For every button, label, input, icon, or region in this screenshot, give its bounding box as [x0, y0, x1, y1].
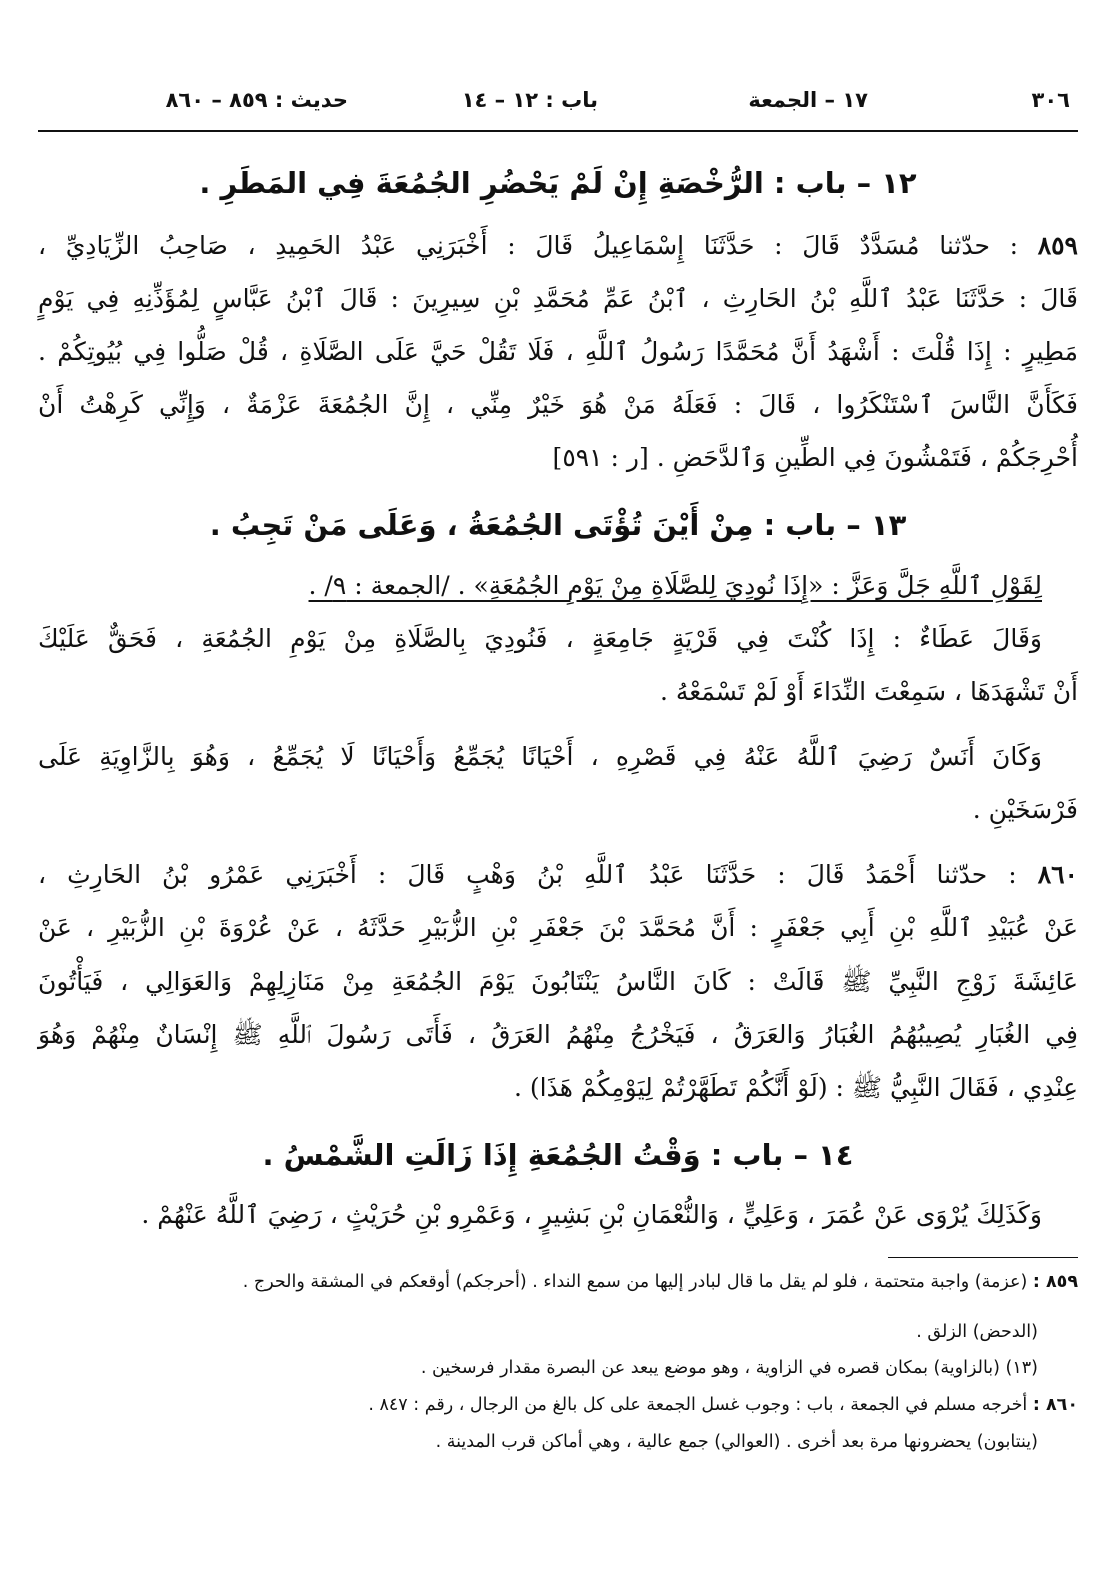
hadith-859-number: ٨٥٩ — [1037, 231, 1078, 260]
bab-13-title: ١٣ – باب : مِنْ أَيْنَ تُؤْتَى الجُمُعَةُ ، وَعَلَى مَنْ تَجِبُ . — [209, 508, 907, 542]
footnote-bab-13: (١٣) (بالزاوية) بمكان قصره في الزاوية ، وهو موضع يبعد عن البصرة مقدار فرسخين . — [420, 1358, 1038, 1378]
hadith-859-line-5: أُحْرِجَكُمْ ، فَتَمْشُونَ فِي الطِّينِ وَٱلدَّحَضِ . [ر : ٥٩١] — [552, 443, 1078, 472]
hadith-859-line-1 — [38, 231, 1078, 260]
bab-13-anas-line-2: فَرْسَخَيْنِ . — [972, 795, 1078, 824]
bab-14-text: وَكَذَلِكَ يُرْوَى عَنْ عُمَرَ ، وَعَلِيٍّ ، وَالنُّعْمَانِ بْنِ بَشِيرٍ ، وَعَمْرِو بْنِ حُرَيْثٍ ، رَضِيَ ٱللَّهُ عَنْهُمْ . — [141, 1200, 1042, 1229]
quran-citation: لِقَوْلِ ٱللَّهِ جَلَّ وَعَزَّ : «إِذَا نُودِيَ لِلصَّلَاةِ مِنْ يَوْمِ الجُمُعَةِ» . /الجمعة : ٩/ . — [308, 571, 1042, 600]
footnote-859-tag: ٨٥٩ : — [1032, 1272, 1078, 1292]
book-page — [38, 0, 1078, 1591]
footnote-860-line-2: (ينتابون) يحضرونها مرة بعد أخرى . (العوالي) جمع عالية ، وهي أماكن قرب المدينة . — [435, 1432, 1038, 1452]
hadith-859-line-3: مَطِيرٍ : إِذَا قُلْتَ : أَشْهَدُ أَنَّ مُحَمَّدًا رَسُولُ ٱللَّهِ ، فَلَا تَقُلْ حَيَّ عَلَى الصَّلَاةِ ، قُلْ صَلُّوا فِي بُيُوتِكُمْ . — [38, 337, 1078, 366]
hadith-859-line-2: قَالَ : حَدَّثَنَا عَبْدُ ٱللَّهِ بْنُ الحَارِثِ ، ٱبْنُ عَمِّ مُحَمَّدِ بْنِ سِيرِينَ : قَالَ ٱبْنُ عَبَّاسٍ لِمُؤَذِّنِهِ فِي يَوْمٍ — [38, 284, 1078, 313]
hadith-860-text: : حدّثنا أَحْمَدُ قَالَ : حَدَّثَنَا عَبْدُ ٱللَّهِ بْنُ وَهْبٍ قَالَ : أَخْبَرَنِي عَمْرُو بْنُ الحَارِثِ ، — [38, 860, 1017, 889]
footnote-divider — [888, 1257, 1078, 1258]
hadith-860-line-2: عَنْ عُبَيْدِ ٱللَّهِ بْنِ أَبِي جَعْفَرٍ : أَنَّ مُحَمَّدَ بْنَ جَعْفَرِ بْنِ الزُّبَيْرِ حَدَّثَهُ ، عَنْ عُرْوَةَ بْنِ الزُّبَيْرِ ، عَنْ — [38, 913, 1078, 942]
book-title: ١٧ – الجمعة — [748, 88, 868, 112]
running-header — [38, 82, 1078, 122]
footnote-859-line-2: (الدحض) الزلق . — [916, 1322, 1038, 1342]
hadith-860-line-3: عَائِشَةَ زَوْجِ النَّبِيِّ ﷺ قَالَتْ : كَانَ النَّاسُ يَنْتَابُونَ يَوْمَ الجُمُعَةِ مِنْ مَنَازِلِهِمْ وَالعَوَالِي ، فَيَأْتُونَ — [38, 967, 1078, 996]
footnote-860-text: أخرجه مسلم في الجمعة ، باب : وجوب غسل الجمعة على كل بالغ من الرجال ، رقم : ٨٤٧ . — [368, 1395, 1028, 1415]
bab-13-ata-line-1: وَقَالَ عَطَاءٌ : إِذَا كُنْتَ فِي قَرْيَةٍ جَامِعَةٍ ، فَنُودِيَ بِالصَّلَاةِ مِنْ يَوْمِ الجُمُعَةِ ، فَحَقٌّ عَلَيْكَ — [38, 624, 1042, 653]
header-divider — [38, 130, 1078, 132]
footnote-859-line-1 — [38, 1272, 1078, 1292]
bab-13-anas-line-1: وَكَانَ أَنَسٌ رَضِيَ ٱللَّهُ عَنْهُ فِي قَصْرِهِ ، أَحْيَانًا يُجَمِّعُ وَأَحْيَانًا لَا يُجَمِّعُ ، وَهُوَ بِالزَّاوِيَةِ عَلَى — [38, 742, 1042, 771]
chapter-range: باب : ١٢ – ١٤ — [461, 88, 598, 112]
bab-12-title: ١٢ – باب : الرُّخْصَةِ إِنْ لَمْ يَحْضُرِ الجُمُعَةَ فِي المَطَرِ . — [199, 166, 917, 200]
footnote-860-line-1 — [38, 1395, 1078, 1415]
hadith-859-line-4: فَكَأَنَّ النَّاسَ ٱسْتَنْكَرُوا ، قَالَ : فَعَلَهُ مَنْ هُوَ خَيْرٌ مِنِّي ، إِنَّ الجُمُعَةَ عَزْمَةٌ ، وَإِنِّي كَرِهْتُ أَنْ — [38, 390, 1078, 419]
page-number: ٣٠٦ — [1031, 88, 1070, 112]
hadith-860-line-4: فِي الغُبَارِ يُصِيبُهُمُ الغُبَارُ وَالعَرَقُ ، فَيَخْرُجُ مِنْهُمُ العَرَقُ ، فَأَتَى رَسُولَ ٱللَّهِ ﷺ إِنْسَانٌ مِنْهُمْ وَهُوَ — [38, 1020, 1078, 1049]
hadith-860-number: ٨٦٠ — [1037, 860, 1078, 889]
bab-14-title: ١٤ – باب : وَقْتُ الجُمُعَةِ إِذَا زَالَتِ الشَّمْسُ . — [262, 1138, 854, 1172]
footnote-860-tag: ٨٦٠ : — [1032, 1395, 1078, 1415]
hadith-range: حديث : ٨٥٩ – ٨٦٠ — [165, 88, 348, 112]
hadith-859-text: : حدّثنا مُسَدَّدٌ قَالَ : حَدَّثَنَا إِسْمَاعِيلُ قَالَ : أَخْبَرَنِي عَبْدُ الحَمِيدِ ، صَاحِبُ الزِّيَادِيِّ ، — [38, 231, 1019, 260]
hadith-860-line-5: عِنْدِي ، فَقَالَ النَّبِيُّ ﷺ : (لَوْ أَنَّكُمْ تَطَهَّرْتُمْ لِيَوْمِكُمْ هَذَا) . — [513, 1073, 1078, 1102]
hadith-860-line-1 — [38, 860, 1078, 889]
bab-13-ata-line-2: أَنْ تَشْهَدَهَا ، سَمِعْتَ النِّدَاءَ أَوْ لَمْ تَسْمَعْهُ . — [660, 677, 1078, 706]
bab-13-quran-line — [38, 571, 1078, 600]
footnote-859-text: (عزمة) واجبة متحتمة ، فلو لم يقل ما قال لبادر إليها من سمع النداء . (أحرجكم) أوقعكم في المشقة والحرج . — [242, 1272, 1028, 1292]
